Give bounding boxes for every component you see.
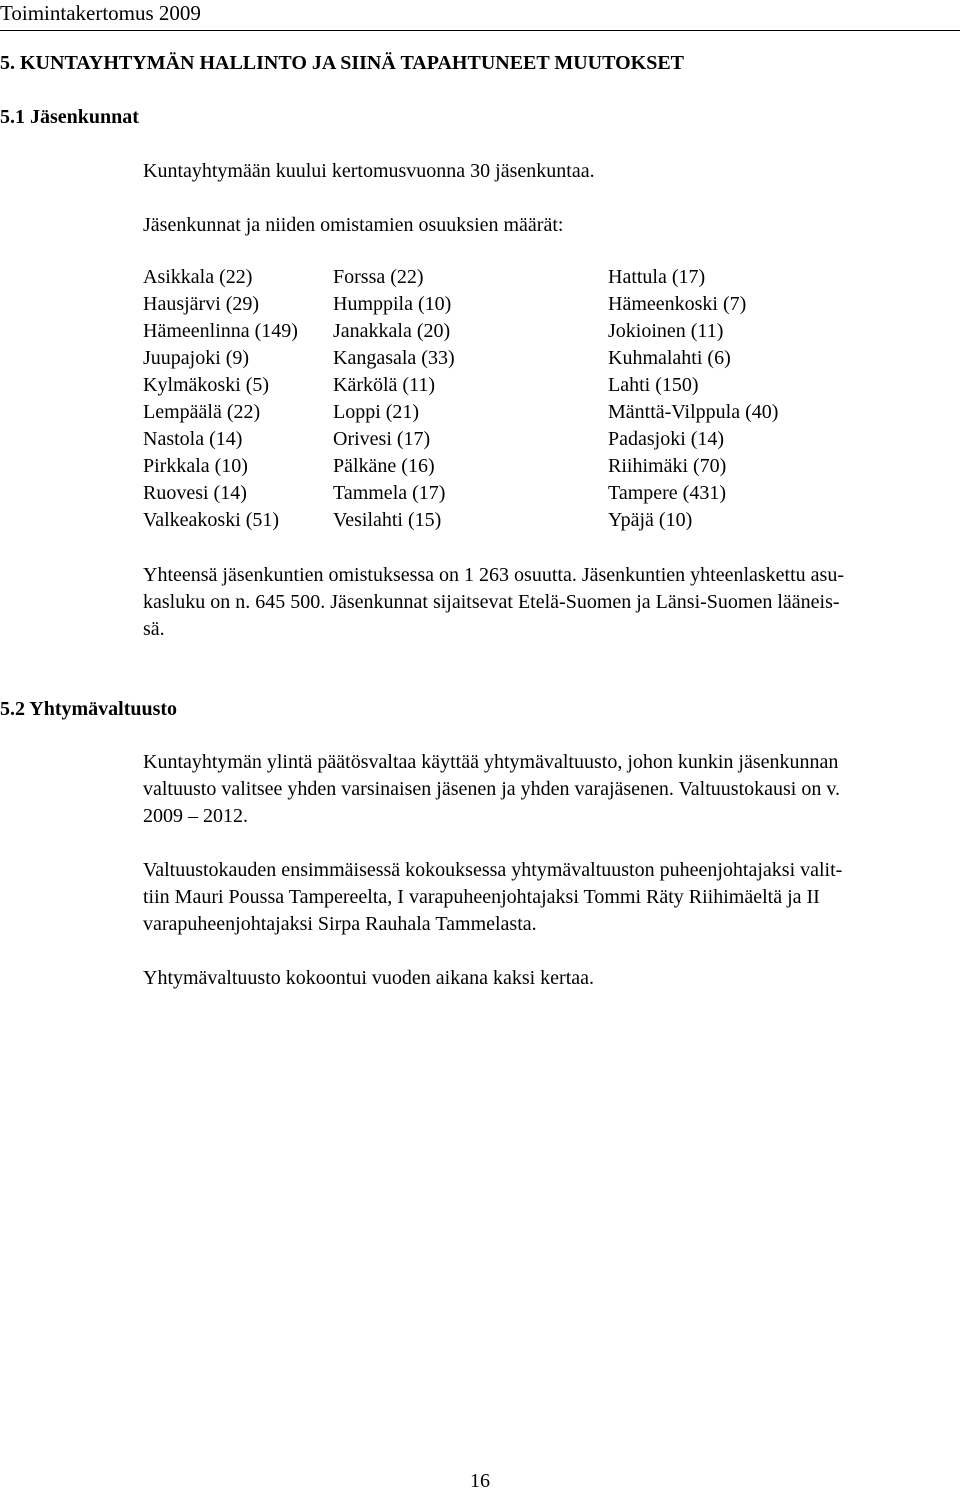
member-item: Kärkölä (11) xyxy=(333,374,435,396)
paragraph-line: valtuusto valitsee yhden varsinaisen jäsenen ja yhden varajäsenen. Valtuustokausi on v. xyxy=(143,778,841,800)
member-item: Kuhmalahti (6) xyxy=(608,347,731,369)
member-item: Mänttä-Vilppula (40) xyxy=(608,401,779,423)
member-item: Loppi (21) xyxy=(333,401,420,423)
member-item: Jokioinen (11) xyxy=(608,320,724,342)
paragraph-line: Kuntayhtymän ylintä päätösvaltaa käyttää yhtymävaltuusto, johon kunkin jäsenkunnan xyxy=(143,751,839,773)
paragraph-line: varapuheenjohtajaksi Sirpa Rauhala Tammelasta. xyxy=(143,913,537,935)
member-item: Padasjoki (14) xyxy=(608,428,725,450)
subsection-heading-council: 5.2 Yhtymävaltuusto xyxy=(0,698,178,720)
member-item: Forssa (22) xyxy=(333,266,424,288)
members-intro-text: Kuntayhtymään kuului kertomusvuonna 30 jäsenkuntaa. xyxy=(143,160,595,182)
header-rule xyxy=(0,30,960,31)
member-item: Hausjärvi (29) xyxy=(143,293,260,315)
member-item: Pälkäne (16) xyxy=(333,455,435,477)
member-item: Orivesi (17) xyxy=(333,428,431,450)
members-summary-paragraph xyxy=(143,562,953,643)
member-item: Hämeenkoski (7) xyxy=(608,293,747,315)
member-item: Kangasala (33) xyxy=(333,347,455,369)
council-paragraph-1 xyxy=(143,749,953,830)
member-item: Humppila (10) xyxy=(333,293,452,315)
member-item: Lahti (150) xyxy=(608,374,699,396)
member-item: Ruovesi (14) xyxy=(143,482,247,504)
running-header: Toimintakertomus 2009 xyxy=(0,1,201,25)
member-item: Valkeakoski (51) xyxy=(143,509,280,531)
paragraph-line: tiin Mauri Poussa Tampereelta, I varapuheenjohtajaksi Tommi Räty Riihimäeltä ja II xyxy=(143,886,820,908)
member-item: Hämeenlinna (149) xyxy=(143,320,298,342)
member-item: Juupajoki (9) xyxy=(143,347,250,369)
paragraph-line: kasluku on n. 645 500. Jäsenkunnat sijaitsevat Etelä-Suomen ja Länsi-Suomen lääneis- xyxy=(143,591,840,613)
council-paragraph-2 xyxy=(143,857,953,938)
member-item: Pirkkala (10) xyxy=(143,455,248,477)
paragraph-line: Yhteensä jäsenkuntien omistuksessa on 1 263 osuutta. Jäsenkuntien yhteenlaskettu asu- xyxy=(143,564,844,586)
member-item: Lempäälä (22) xyxy=(143,401,261,423)
member-item: Hattula (17) xyxy=(608,266,706,288)
member-item: Vesilahti (15) xyxy=(333,509,442,531)
paragraph-line: Valtuustokauden ensimmäisessä kokouksessa yhtymävaltuuston puheenjohtajaksi valit- xyxy=(143,859,843,881)
section-heading: 5. KUNTAYHTYMÄN HALLINTO JA SIINÄ TAPAHTUNEET MUUTOKSET xyxy=(0,52,685,74)
members-list-intro: Jäsenkunnat ja niiden omistamien osuuksien määrät: xyxy=(143,214,564,236)
member-item: Kylmäkoski (5) xyxy=(143,374,270,396)
page-number: 16 xyxy=(470,1470,490,1492)
member-item: Asikkala (22) xyxy=(143,266,253,288)
paragraph-line: sä. xyxy=(143,618,165,640)
member-item: Janakkala (20) xyxy=(333,320,451,342)
member-item: Tammela (17) xyxy=(333,482,446,504)
member-item: Nastola (14) xyxy=(143,428,243,450)
council-paragraph-3: Yhtymävaltuusto kokoontui vuoden aikana kaksi kertaa. xyxy=(143,967,595,989)
paragraph-line: 2009 – 2012. xyxy=(143,805,248,827)
subsection-heading-members: 5.1 Jäsenkunnat xyxy=(0,106,139,128)
member-item: Tampere (431) xyxy=(608,482,726,504)
member-item: Ypäjä (10) xyxy=(608,509,693,531)
member-item: Riihimäki (70) xyxy=(608,455,727,477)
